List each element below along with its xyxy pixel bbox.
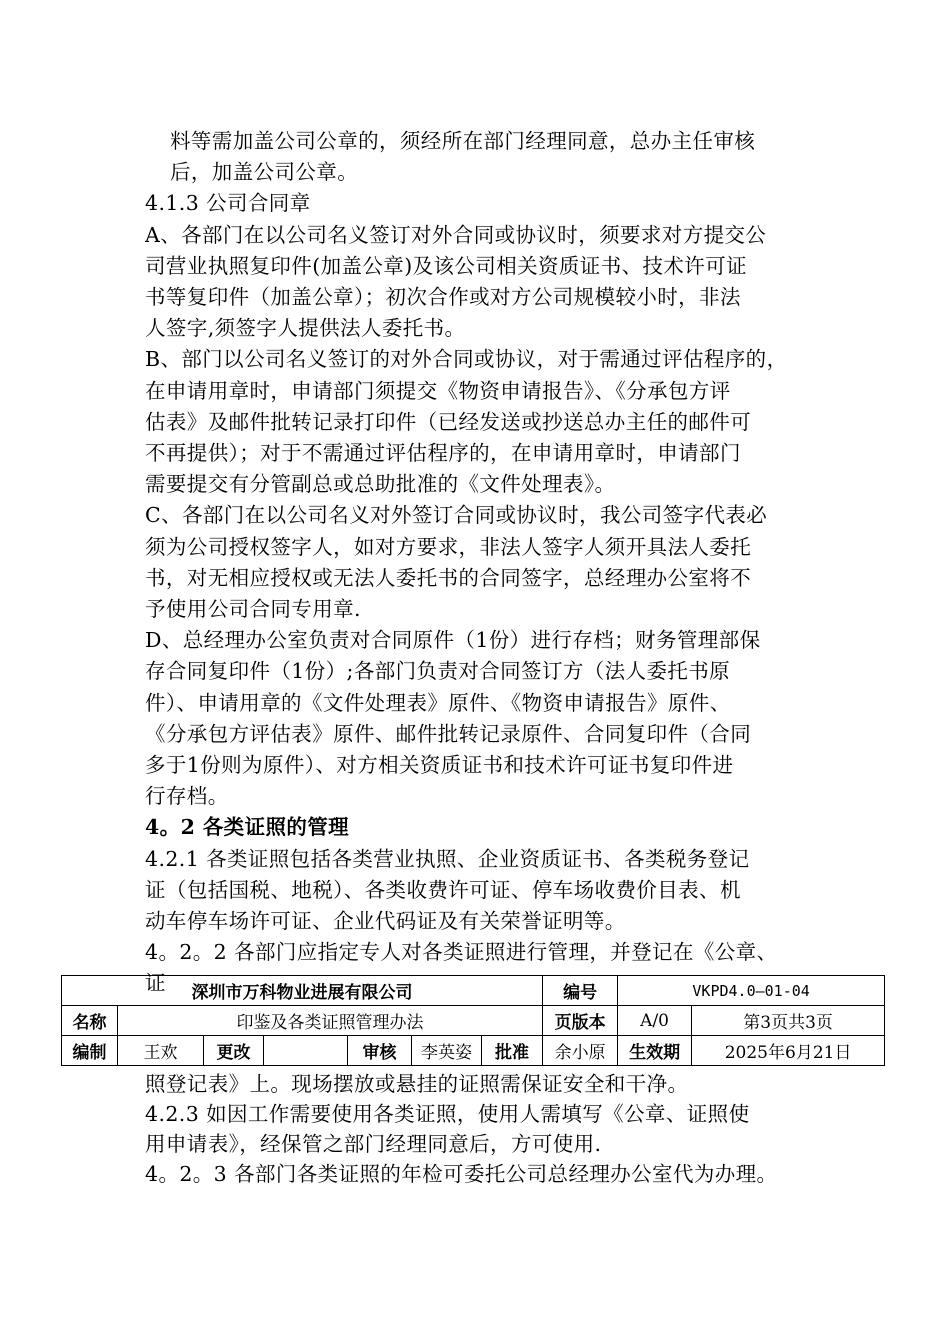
change-value xyxy=(264,1036,348,1066)
paragraph-line: 不再提供）；对于不需通过评估程序的，在申请用章时，申请部门 xyxy=(145,441,741,465)
paragraph-line: C、各部门在以公司名义对外签订合同或协议时，我公司签字代表必 xyxy=(145,503,768,528)
paragraph-line: 人签字,须签字人提供法人委托书。 xyxy=(145,316,466,341)
author-label: 编制 xyxy=(62,1036,118,1066)
paragraph-line: D、总经理办公室负责对合同原件（1份）进行存档；财务管理部保 xyxy=(145,628,761,653)
paragraph-line: B、部门以公司名义签订的对外合同或协议，对于需通过评估程序的， xyxy=(145,347,788,372)
paragraph-line: 行存档。 xyxy=(145,784,229,809)
paragraph-line: 件）、申请用章的《文件处理表》原件、《物资申请报告》原件、 xyxy=(145,690,731,715)
paragraph-line: 4.2.3 如因工作需要使用各类证照，使用人需填写《公章、证照使 xyxy=(145,1102,750,1126)
review-value: 李英姿 xyxy=(412,1036,482,1066)
version-value: A/0 xyxy=(618,1006,692,1036)
paragraph-line: 4.1.3 公司合同章 xyxy=(145,191,311,216)
paragraph-line: 在申请用章时，申请部门须提交《物资申请报告》、《分承包方评 xyxy=(145,378,731,403)
header-row-company xyxy=(62,976,885,1006)
approve-label: 批准 xyxy=(482,1036,543,1066)
paragraph-line: 需要提交有分管副总或总助批准的《文件处理表》。 xyxy=(145,472,616,497)
effective-date: 2025年6月21日 xyxy=(692,1036,885,1066)
paragraph-line: 多于1份则为原件）、对方相关资质证书和技术许可证书复印件进 xyxy=(145,753,734,777)
paragraph-line: 4.2.1 各类证照包括各类营业执照、企业资质证书、各类税务登记 xyxy=(145,846,750,871)
paragraph-line: 书，对无相应授权或无法人委托书的合同签字，总经理办公室将不 xyxy=(145,565,752,590)
company-name: 深圳市万科物业进展有限公司 xyxy=(62,976,543,1006)
effective-label: 生效期 xyxy=(618,1036,692,1066)
paragraph-line: 《分承包方评估表》原件、邮件批转记录原件、合同复印件（合同 xyxy=(145,721,752,746)
paragraph-line: 4。2。3 各部门各类证照的年检可委托公司总经理办公室代为办理。 xyxy=(145,1162,778,1186)
code-label: 编号 xyxy=(543,976,618,1006)
paragraph-line: A、各部门在以公司名义签订对外合同或协议时，须要求对方提交公 xyxy=(145,222,767,247)
change-label: 更改 xyxy=(204,1036,264,1066)
paragraph-line: 予使用公司合同专用章. xyxy=(145,597,361,621)
review-label: 审核 xyxy=(348,1036,412,1066)
paragraph-line: 司营业执照复印件(加盖公章)及该公司相关资质证书、技术许可证 xyxy=(145,253,747,278)
paragraph-line: 须为公司授权签字人，如对方要求，非法人签字人须开具法人委托 xyxy=(145,534,752,559)
page-number: 第3页共3页 xyxy=(692,1006,885,1036)
document-code: VKPD4.0—01-04 xyxy=(618,976,885,1006)
paragraph-line: 存合同复印件（1份）;各部门负责对合同签订方（法人委托书原 xyxy=(145,659,731,684)
document-name: 印鉴及各类证照管理办法 xyxy=(118,1006,543,1036)
name-label: 名称 xyxy=(62,1006,118,1036)
approve-value: 余小原 xyxy=(543,1036,618,1066)
paragraph-line: 估表》及邮件批转记录打印件（已经发送或抄送总办主任的邮件可 xyxy=(145,409,752,434)
author-value: 王欢 xyxy=(118,1036,204,1066)
paragraph-line: 照登记表》上。现场摆放或悬挂的证照需保证安全和干净。 xyxy=(145,1072,689,1096)
paragraph-line: 后，加盖公司公章。 xyxy=(170,160,359,185)
paragraph-line: 动车停车场许可证、企业代码证及有关荣誉证明等。 xyxy=(145,909,626,933)
paragraph-line: 料等需加盖公司公章的，须经所在部门经理同意，总办主任审核 xyxy=(170,129,756,153)
paragraph-line: 4。2。2 各部门应指定专人对各类证照进行管理，并登记在《公章、 xyxy=(145,940,778,965)
paragraph-line: 证 xyxy=(145,971,166,996)
paragraph-line: 证（包括国税、地税）、各类收费许可证、停车场收费价目表、机 xyxy=(145,877,741,902)
version-label: 页版本 xyxy=(543,1006,618,1036)
paragraph-line: 用申请表》，经保管之部门经理同意后，方可使用. xyxy=(145,1132,602,1156)
paragraph-line: 书等复印件（加盖公章）；初次合作或对方公司规模较小时，非法 xyxy=(145,285,741,309)
header-row-name xyxy=(62,1006,885,1036)
section-heading: 4。2 各类证照的管理 xyxy=(145,815,350,840)
document-header-table xyxy=(61,975,885,1066)
header-row-signoff xyxy=(62,1036,885,1066)
